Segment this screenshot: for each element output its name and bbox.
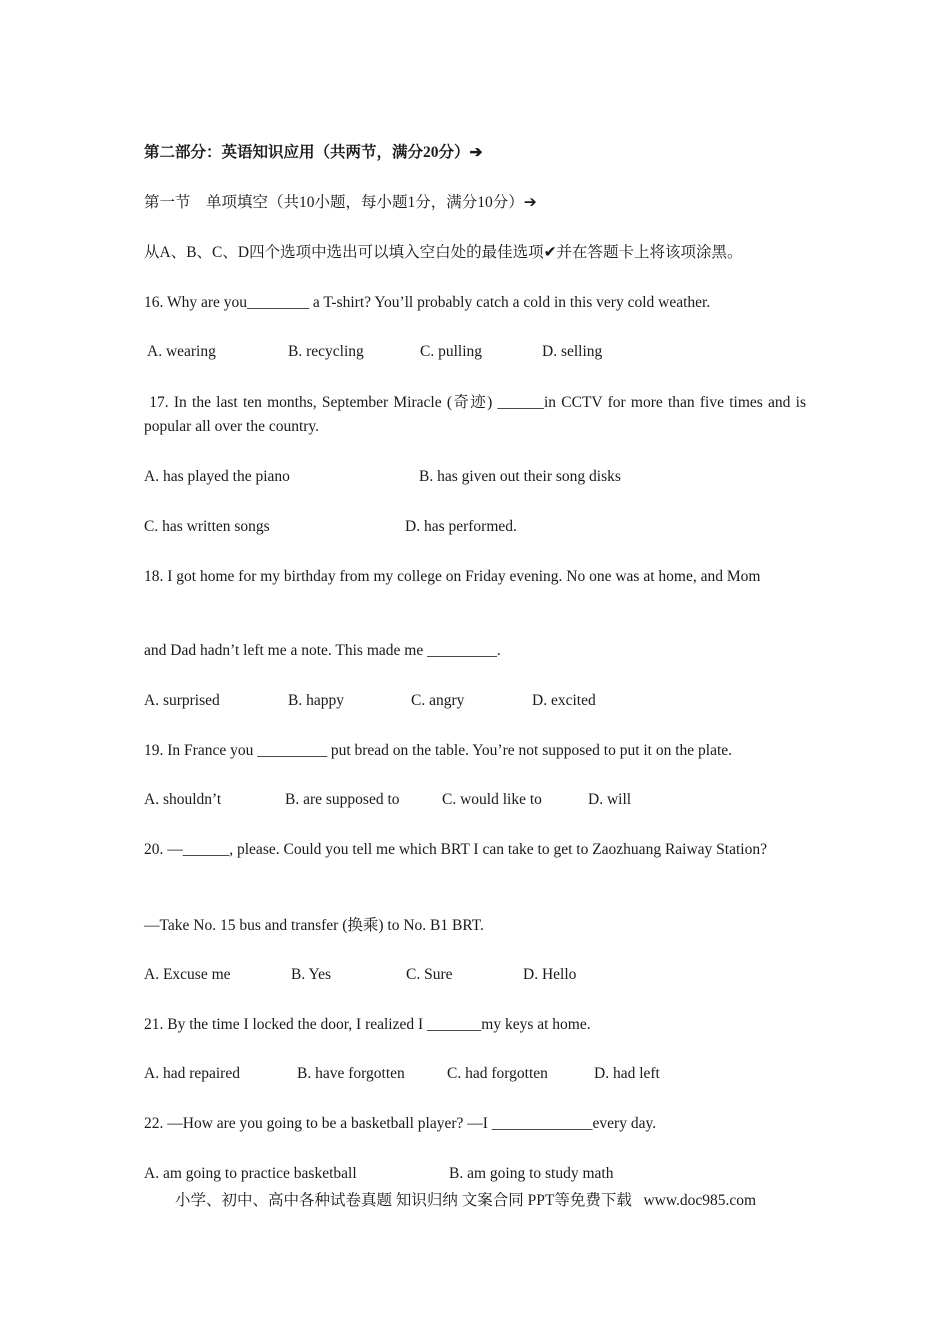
option-b: B. am going to study math [449,1165,614,1182]
question-21-options [144,1064,844,1084]
question-16-options [144,342,844,362]
option-a: A. surprised [144,692,220,709]
option-d: D. selling [542,343,603,360]
question-19-options [144,790,844,810]
question-20-stem: 20. —______, please. Could you tell me which BRT I can take to get to Zaozhuang Raiway Station? [144,841,767,858]
option-d: D. excited [532,692,596,709]
option-b: B. recycling [288,343,364,360]
option-d: D. will [588,791,632,808]
question-20-reply: —Take No. 15 bus and transfer (换乘) to No. B1 BRT. [144,917,484,934]
option-a: A. am going to practice basketball [144,1165,357,1182]
page-footer: 小学、初中、高中各种试卷真题 知识归纳 文案合同 PPT等免费下载 www.doc985.com [175,1192,757,1209]
option-c: C. would like to [442,791,542,808]
option-c: C. has written songs [144,518,270,535]
instructions: 从A、B、C、D四个选项中选出可以填入空白处的最佳选项✔并在答题卡上将该项涂黑。 [144,244,743,261]
option-a: A. Excuse me [144,966,231,983]
part-title: 第二部分：英语知识应用（共两节，满分20分）➔ [144,144,483,161]
option-c: C. had forgotten [447,1065,548,1082]
question-16-stem: 16. Why are you________ a T-shirt? You’ll probably catch a cold in this very cold weather. [144,294,711,311]
option-c: C. angry [411,692,465,709]
option-b: B. are supposed to [285,791,400,808]
option-d: D. Hello [523,966,577,983]
option-a: A. shouldn’t [144,791,222,808]
section-title: 第一节 单项填空（共10小题，每小题1分，满分10分）➔ [144,194,537,211]
option-a: A. had repaired [144,1065,240,1082]
question-17-stem: 17. In the last ten months, September Miracle (奇迹) ______in CCTV for more than five times and is popular all over the country. [144,394,810,435]
question-17-options-row2 [144,517,844,537]
question-17-options-row1 [144,467,844,487]
question-22-options [144,1164,844,1184]
question-21-stem: 21. By the time I locked the door, I realized I _______my keys at home. [144,1016,591,1033]
question-18-options [144,691,844,711]
option-b: B. happy [288,692,344,709]
option-b: B. have forgotten [297,1065,405,1082]
option-d: D. had left [594,1065,660,1082]
option-c: C. pulling [420,343,483,360]
question-18-stem-continued: and Dad hadn’t left me a note. This made me _________. [144,642,501,659]
option-d: D. has performed. [405,518,517,535]
option-a: A. has played the piano [144,468,290,485]
option-b: B. Yes [291,966,332,983]
question-22-stem: 22. —How are you going to be a basketball player? —I _____________every day. [144,1115,657,1132]
question-20-options [144,965,844,985]
option-c: C. Sure [406,966,453,983]
option-b: B. has given out their song disks [419,468,621,485]
question-18-stem: 18. I got home for my birthday from my college on Friday evening. No one was at home, and Mom [144,568,761,585]
question-19-stem: 19. In France you _________ put bread on the table. You’re not supposed to put it on the plate. [144,742,733,759]
option-a: A. wearing [147,343,216,360]
